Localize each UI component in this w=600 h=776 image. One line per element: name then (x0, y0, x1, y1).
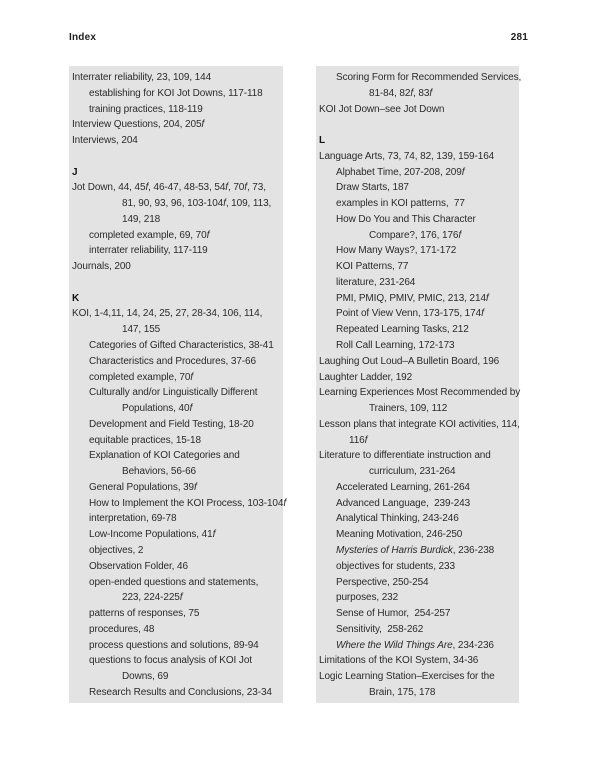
index-entry-text: How to Implement the KOI Process, 103-104 (89, 497, 284, 509)
index-entry (72, 180, 283, 196)
index-entry-text: 116 (349, 434, 365, 446)
index-entry-text: How Do You and This Character (336, 213, 476, 225)
index-entry-text: f (244, 182, 247, 194)
index-entry (319, 243, 519, 259)
index-entry-text: examples in KOI patterns, 77 (336, 198, 465, 210)
blank-line (72, 275, 283, 291)
index-entry-text: Behaviors, 56-66 (122, 466, 197, 478)
index-entry-text: objectives for students, 233 (336, 560, 455, 572)
index-entry (72, 354, 283, 370)
index-entry-text: f (481, 308, 484, 320)
index-entry (319, 180, 519, 196)
index-entry-text: PMI, PMIQ, PMIV, PMIC, 213, 214 (336, 292, 486, 304)
index-entry-text: , 46-47, 48-53, 54 (148, 182, 226, 194)
index-entry (319, 259, 519, 275)
index-entry (319, 70, 522, 86)
index-entry-text: Jot Down, 44, 45 (72, 182, 146, 194)
index-column-right (316, 66, 522, 703)
index-entry-text: Literature to differentiate instruction and (319, 450, 491, 462)
index-entry-text: curriculum, 231-264 (369, 466, 456, 478)
index-entry-text: f (410, 87, 414, 99)
index-entry (72, 575, 283, 591)
index-entry-text: open-ended questions and statements, (89, 576, 259, 588)
index-entry (319, 448, 519, 464)
index-entry-text: Lesson plans that integrate KOI activities, 114, (319, 418, 520, 430)
index-entry-text: L (319, 135, 326, 147)
index-entry (72, 559, 283, 575)
index-entry-text: Trainers, 109, 112 (369, 403, 448, 415)
index-entry-text: f (145, 182, 149, 194)
index-entry-text: literature, 231-264 (336, 276, 416, 288)
index-entry (319, 165, 519, 181)
index-entry-text: Point of View Venn, 173-175, 174 (336, 308, 482, 320)
index-entry-text: Populations, 40 (122, 403, 190, 415)
index-entry-text: KOI, 1-4,11, 14, 24, 25, 27, 28-34, 106, 114, (72, 308, 263, 320)
index-entry (72, 102, 283, 118)
index-entry (319, 433, 519, 449)
running-header-title: Index (69, 32, 97, 43)
index-entry (72, 496, 287, 512)
index-entry-text: Logic Learning Station–Exercises for the (319, 671, 495, 683)
index-entry (72, 464, 283, 480)
index-entry (319, 575, 519, 591)
index-entry-text: J (72, 166, 78, 178)
index-entry (319, 196, 519, 212)
index-entry-text: interpretation, 69-78 (89, 513, 177, 525)
page-number: 281 (510, 32, 528, 43)
index-entry (72, 480, 283, 496)
index-entry (319, 322, 519, 338)
index-entry-text: Journals, 200 (72, 261, 131, 273)
index-entry-text: procedures, 48 (89, 623, 155, 635)
index-entry-text: Interrater reliability, 23, 109, 144 (72, 72, 212, 83)
index-entry (72, 433, 283, 449)
index-entry-text: General Populations, 39 (89, 481, 194, 493)
blank-line (72, 149, 283, 165)
running-header (69, 32, 528, 43)
index-entry-text: f (212, 529, 216, 541)
index-entry (319, 496, 519, 512)
index-entry (72, 622, 283, 638)
index-entry-text: Limitations of the KOI System, 34-36 (319, 655, 479, 667)
index-letter-heading (319, 133, 519, 149)
index-entry-text: , 109, 113, (225, 198, 272, 210)
index-entry (72, 653, 283, 669)
index-entry-text: Laughing Out Loud–A Bulletin Board, 196 (319, 355, 500, 367)
index-entry (72, 338, 283, 354)
index-entry (72, 306, 283, 322)
index-entry (319, 417, 519, 433)
index-entry-text: Downs, 69 (122, 671, 169, 683)
index-entry-text: completed example, 69, 70 (89, 229, 207, 241)
index-entry (319, 275, 519, 291)
index-entry-text: Brain, 175, 178 (369, 686, 436, 698)
index-entry (319, 480, 519, 496)
index-entry-text: Roll Call Learning, 172-173 (336, 340, 455, 352)
index-entry-text: patterns of responses, 75 (89, 608, 200, 620)
index-entry-text: 149, 218 (122, 213, 161, 225)
index-entry (72, 212, 283, 228)
index-entry-text: How Many Ways?, 171-172 (336, 245, 457, 257)
index-entry-text: f (223, 198, 226, 210)
index-entry-text: f (429, 87, 433, 99)
index-entry-text: Meaning Motivation, 246-250 (336, 529, 463, 541)
index-entry-text: Observation Folder, 46 (89, 560, 188, 572)
index-entry-text: Scoring Form for Recommended Services, (336, 72, 522, 83)
blank-line (319, 117, 519, 133)
index-column-left (69, 66, 287, 703)
index-entry (319, 606, 519, 622)
index-entry (72, 70, 283, 86)
index-entry-text: Culturally and/or Linguistically Different (89, 387, 258, 399)
index-entry-text: f (458, 229, 462, 241)
index-entry (72, 685, 283, 701)
index-entry (319, 228, 519, 244)
index-entry-text: Alphabet Time, 207-208, 209 (336, 166, 462, 178)
index-entry-text: 147, 155 (122, 324, 161, 336)
index-entry (319, 212, 519, 228)
index-entry (72, 117, 283, 133)
index-entry (72, 385, 283, 401)
index-entry-text: process questions and solutions, 89-94 (89, 639, 259, 651)
index-entry-text: establishing for KOI Jot Downs, 117-118 (89, 87, 263, 99)
index-entry-text: K (72, 292, 80, 304)
index-entry-text: f (194, 481, 197, 493)
index-entry-text: 223, 224-225 (122, 592, 180, 604)
index-entry (319, 464, 519, 480)
index-entry-text: training practices, 118-119 (89, 103, 203, 115)
index-entry (319, 306, 519, 322)
index-entry-text: Development and Field Testing, 18-20 (89, 418, 254, 430)
index-entry-text: 81-84, 82 (369, 87, 411, 99)
index-entry-text: Advanced Language, 239-243 (336, 497, 471, 509)
index-entry-text: f (283, 497, 287, 509)
index-entry (319, 622, 519, 638)
index-entry (72, 259, 283, 275)
index-entry-text: , 73, (246, 182, 266, 194)
index-entry (319, 338, 519, 354)
index-entry (72, 401, 283, 417)
index-entry (72, 527, 283, 543)
index-entry (72, 243, 283, 259)
index-entry-text: f (201, 119, 205, 131)
index-entry (72, 448, 283, 464)
index-entry-text: Language Arts, 73, 74, 82, 139, 159-164 (319, 150, 495, 162)
index-entry-text: Explanation of KOI Categories and (89, 450, 240, 462)
index-entry (72, 196, 283, 212)
index-entry-text: , 70 (227, 182, 245, 194)
index-entry (319, 86, 519, 102)
index-entry-text: Characteristics and Procedures, 37-66 (89, 355, 256, 367)
index-entry-text: Accelerated Learning, 261-264 (336, 481, 470, 493)
index-entry-text: objectives, 2 (89, 544, 144, 556)
index-entry-text: f (179, 592, 183, 604)
index-entry-text: Learning Experiences Most Recommended by (319, 387, 521, 399)
index-entry (319, 401, 519, 417)
index-entry-text: Where the Wild Things Are (336, 639, 453, 651)
index-entry (72, 370, 283, 386)
index-entry-text: Categories of Gifted Characteristics, 38-41 (89, 340, 274, 352)
index-entry (319, 385, 519, 401)
index-entry-text: Compare?, 176, 176 (369, 229, 459, 241)
index-entry-text: Analytical Thinking, 243-246 (336, 513, 459, 525)
index-entry-text: purposes, 232 (336, 592, 399, 604)
index-entry (319, 291, 519, 307)
index-letter-heading (72, 291, 283, 307)
index-entry-text: KOI Patterns, 77 (336, 261, 409, 273)
index-entry (319, 685, 519, 701)
index-entry (319, 669, 519, 685)
index-entry-text: , 236-238 (452, 544, 495, 556)
index-entry-text: f (206, 229, 210, 241)
index-entry (72, 511, 283, 527)
index-entry (319, 543, 519, 559)
index-entry (319, 370, 519, 386)
index-entry-text: KOI Jot Down–see Jot Down (319, 103, 445, 115)
index-entry-text: f (485, 292, 489, 304)
index-entry (72, 638, 283, 654)
index-entry-text: Laughter Ladder, 192 (319, 371, 413, 383)
index-entry-text: Research Results and Conclusions, 23-34 (89, 686, 272, 698)
index-entry (72, 133, 283, 149)
index-entry (319, 653, 519, 669)
index-entry (72, 417, 283, 433)
index-entry-text: equitable practices, 15-18 (89, 434, 201, 446)
index-entry (72, 86, 283, 102)
index-entry (72, 590, 283, 606)
index-entry (319, 102, 519, 118)
index-entry-text: f (461, 166, 465, 178)
index-entry (319, 638, 519, 654)
index-entry-text: Low-Income Populations, 41 (89, 529, 213, 541)
index-entry-text: Sense of Humor, 254-257 (336, 608, 451, 620)
index-entry (319, 149, 519, 165)
index-entry-text: f (190, 371, 193, 383)
index-entry-text: Draw Starts, 187 (336, 182, 409, 194)
index-entry (72, 669, 283, 685)
index-entry-text: , 234-236 (452, 639, 494, 651)
index-entry-text: questions to focus analysis of KOI Jot (89, 655, 252, 667)
index-entry-text: f (225, 182, 228, 194)
index-entry (319, 590, 519, 606)
index-entry-text: Interview Questions, 204, 205 (72, 119, 202, 131)
index-entry (319, 354, 519, 370)
index-entry-text: Repeated Learning Tasks, 212 (336, 324, 469, 336)
index-entry (72, 606, 283, 622)
index-entry-text: interrater reliability, 117-119 (89, 245, 208, 257)
index-entry-text: completed example, 70 (89, 371, 191, 383)
index-entry-text: Perspective, 250-254 (336, 576, 429, 588)
index-entry (319, 527, 519, 543)
index-entry-text: , 83 (413, 87, 430, 99)
index-entry-text: Sensitivity, 258-262 (336, 623, 424, 635)
index-entry-text: 81, 90, 93, 96, 103-104 (122, 198, 224, 210)
index-entry (72, 543, 283, 559)
index-entry (319, 559, 519, 575)
index-entry-text: Interviews, 204 (72, 135, 138, 147)
index-entry (72, 228, 283, 244)
index-entry-text: f (189, 403, 193, 415)
index-entry-text: Mysteries of Harris Burdick (336, 544, 453, 556)
index-entry (319, 511, 519, 527)
index-entry-text: f (364, 434, 368, 446)
index-entry (72, 322, 283, 338)
index-letter-heading (72, 165, 283, 181)
